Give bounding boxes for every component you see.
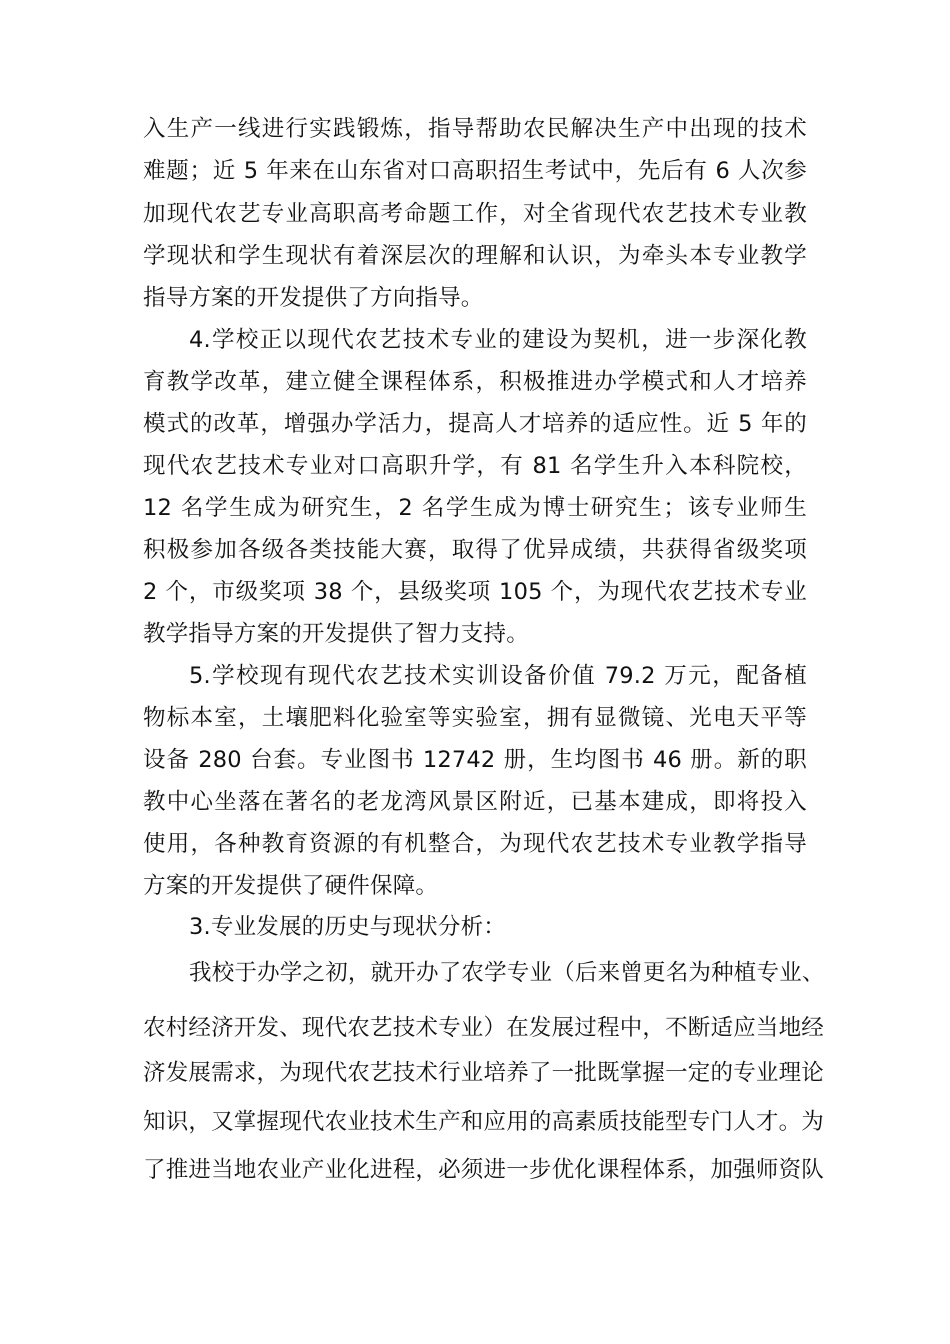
text-line: 教学指导方案的开发提供了智力支持。 — [143, 621, 529, 647]
paragraph-start-item-4: 4.学校正以现代农艺技术专业的建设为契机，进一步深化教 — [189, 327, 807, 353]
paragraph-start-item-5: 5.学校现有现代农艺技术实训设备价值 79.2 万元，配备植 — [189, 663, 807, 689]
text-line: 现代农艺技术专业对口高职升学，有 81 名学生升入本科院校， — [143, 453, 807, 479]
text-line: 济发展需求，为现代农艺技术行业培养了一批既掌握一定的专业理论 — [143, 1060, 825, 1086]
text-line: 知识，又掌握现代农业技术生产和应用的高素质技能型专门人才。为 — [143, 1109, 825, 1135]
text-line: 2 个，市级奖项 38 个，县级奖项 105 个，为现代农艺技术专业 — [143, 579, 807, 605]
text-line: 12 名学生成为研究生，2 名学生成为博士研究生；该专业师生 — [143, 495, 807, 521]
text-line: 了推进当地农业产业化进程，必须进一步优化课程体系，加强师资队 — [143, 1157, 825, 1183]
section-heading: 3.专业发展的历史与现状分析： — [189, 914, 506, 940]
paragraph-start-history: 我校于办学之初，就开办了农学专业（后来曾更名为种植专业、 — [189, 960, 825, 986]
text-line: 物标本室，土壤肥料化验室等实验室，拥有显微镜、光电天平等 — [143, 705, 807, 731]
text-line: 设备 280 台套。专业图书 12742 册，生均图书 46 册。新的职 — [143, 747, 807, 773]
text-line: 指导方案的开发提供了方向指导。 — [143, 285, 484, 311]
text-line: 育教学改革，建立健全课程体系，积极推进办学模式和人才培养 — [143, 369, 807, 395]
text-line: 积极参加各级各类技能大赛，取得了优异成绩，共获得省级奖项 — [143, 537, 807, 563]
text-line: 模式的改革，增强办学活力，提高人才培养的适应性。近 5 年的 — [143, 411, 807, 437]
text-line: 入生产一线进行实践锻炼，指导帮助农民解决生产中出现的技术 — [143, 116, 807, 142]
text-line: 农村经济开发、现代农艺技术专业）在发展过程中，不断适应当地经 — [143, 1015, 825, 1041]
text-line: 方案的开发提供了硬件保障。 — [143, 873, 439, 899]
text-line: 使用，各种教育资源的有机整合，为现代农艺技术专业教学指导 — [143, 831, 807, 857]
body-text — [143, 0, 825, 1344]
text-line: 难题；近 5 年来在山东省对口高职招生考试中，先后有 6 人次参 — [143, 158, 807, 184]
text-line: 教中心坐落在著名的老龙湾风景区附近，已基本建成，即将投入 — [143, 789, 807, 815]
text-line: 加现代农艺专业高职高考命题工作，对全省现代农艺技术专业教 — [143, 201, 807, 227]
text-line: 学现状和学生现状有着深层次的理解和认识，为牵头本专业教学 — [143, 243, 807, 269]
